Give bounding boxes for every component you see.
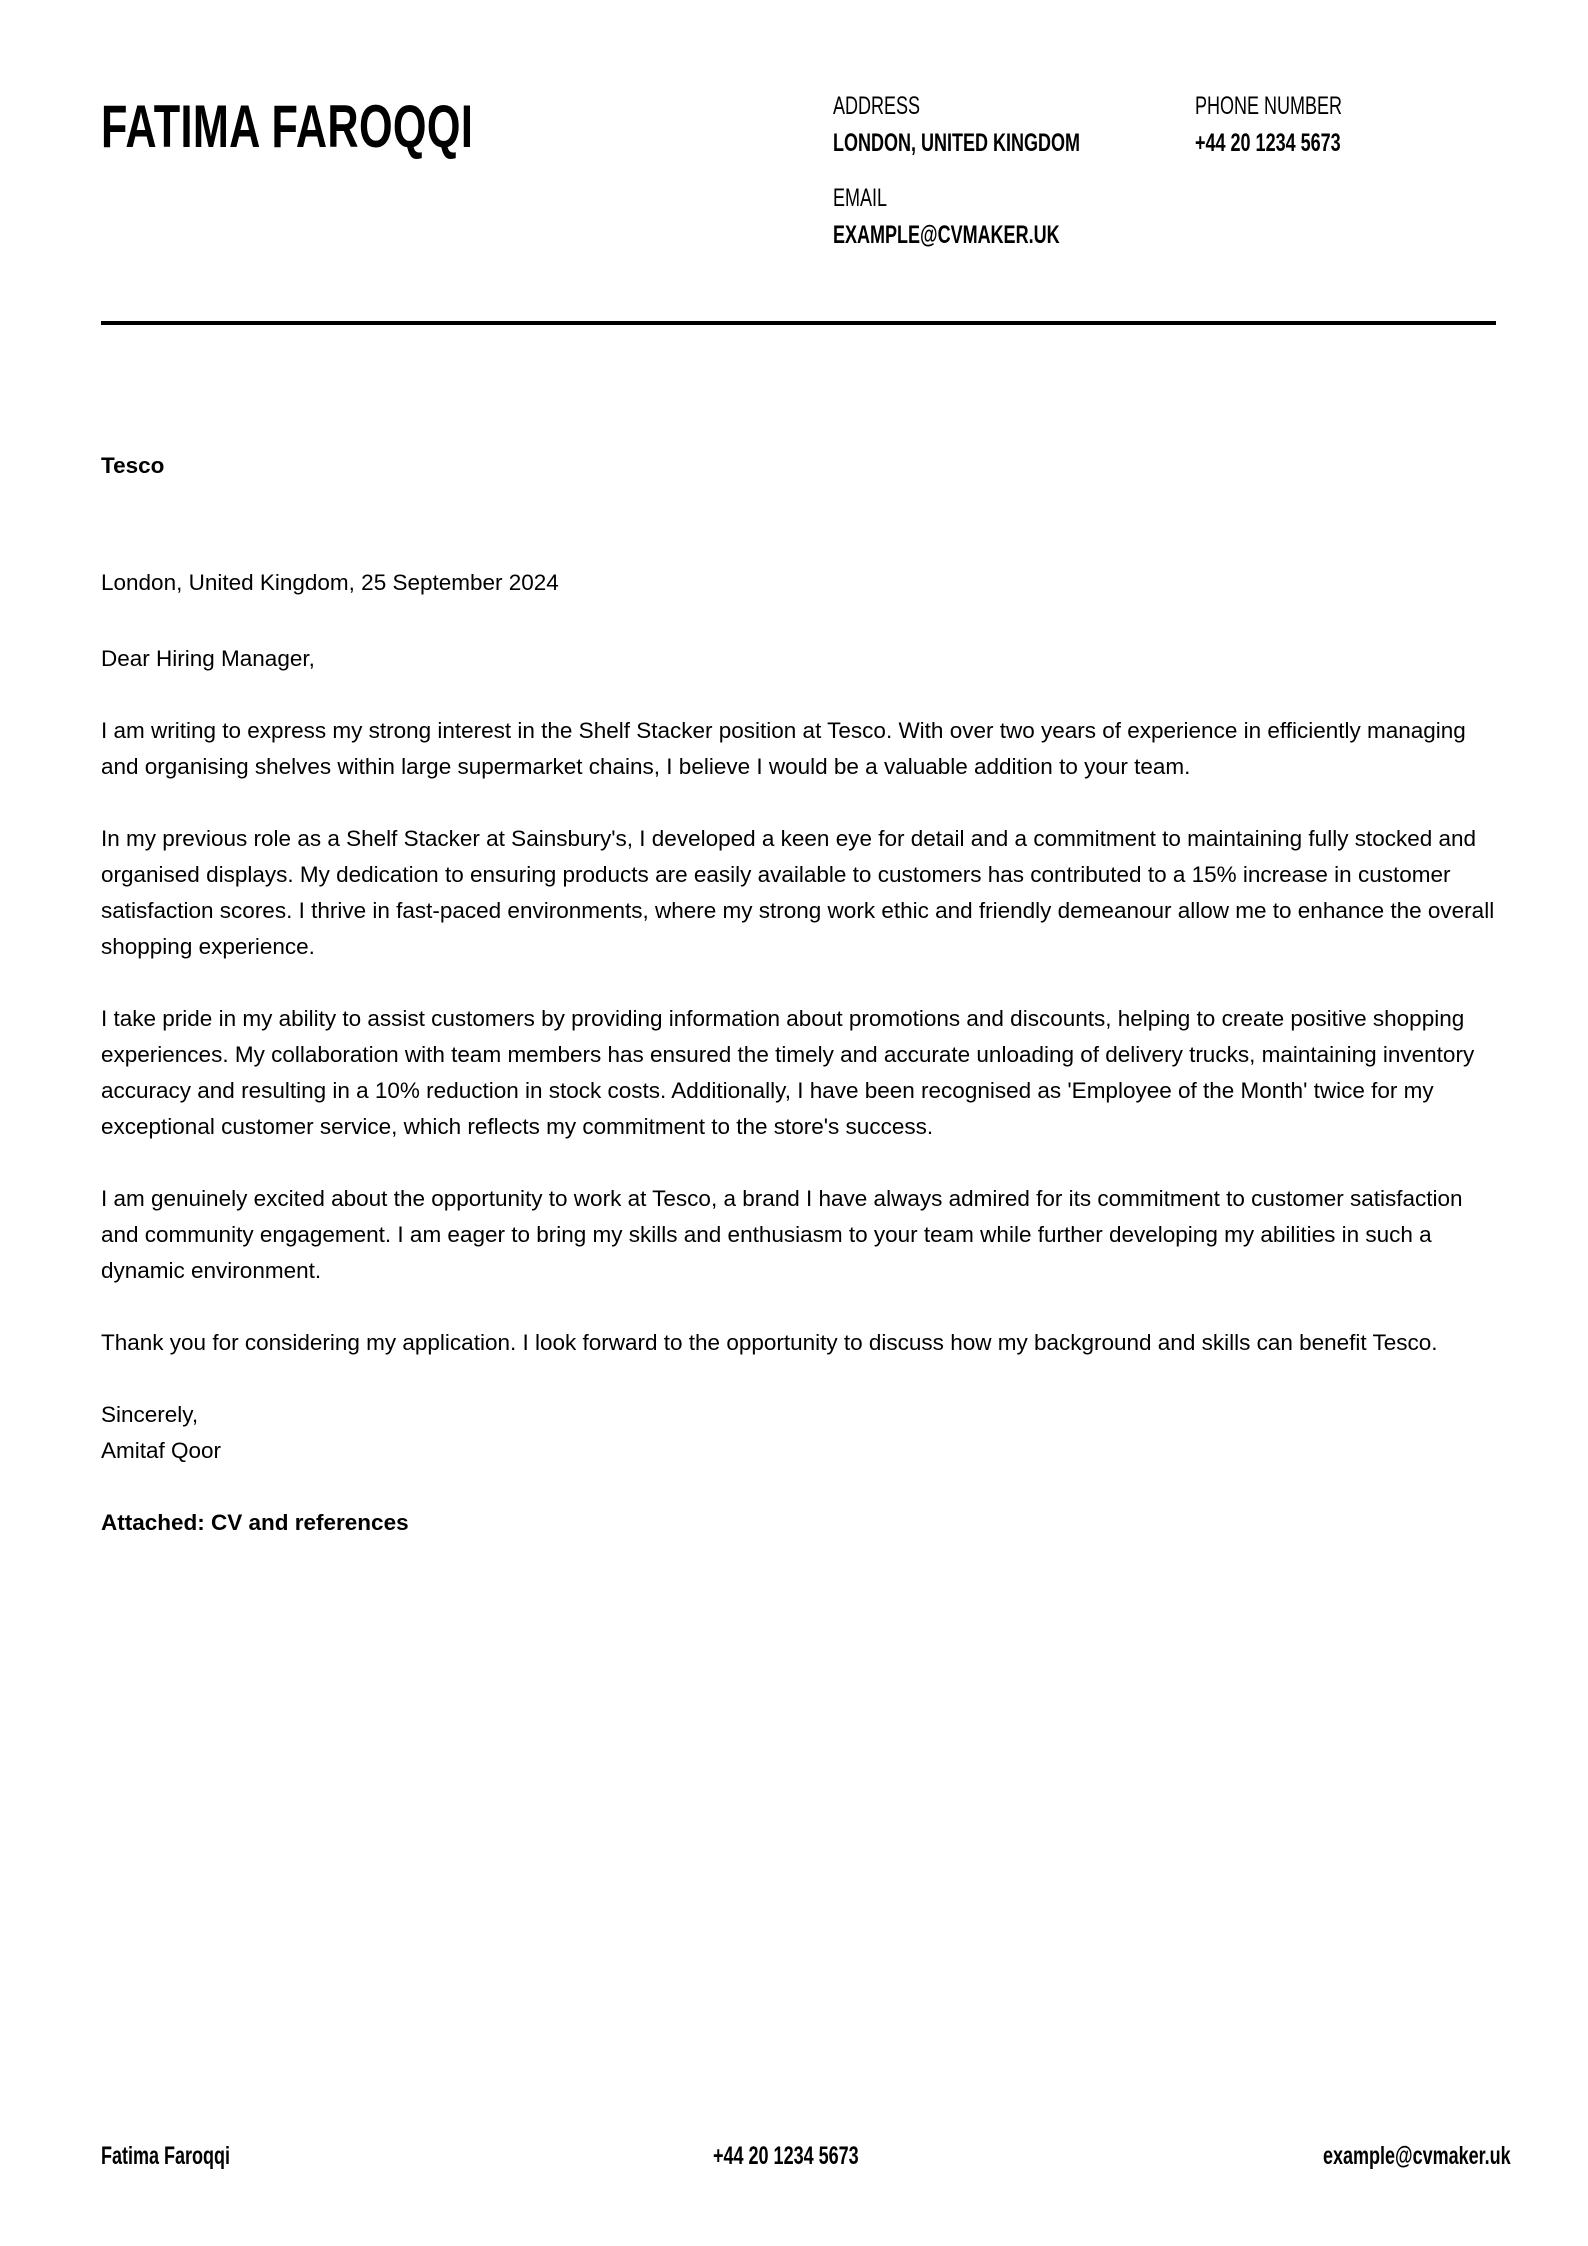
footer: Fatima Faroqqi +44 20 1234 5673 example@cvmaker.uk — [101, 2142, 1511, 2170]
recipient: Tesco — [101, 453, 165, 478]
attachment-note: Attached: CV and references — [101, 1510, 409, 1535]
applicant-name: FATIMA FAROQQI — [101, 93, 474, 160]
paragraph: Thank you for considering my application. I look forward to the opportunity to discuss how my background and skills can benefit Tesco. — [101, 1330, 1438, 1355]
signature: Amitaf Qoor — [101, 1438, 222, 1463]
paragraph: In my previous role as a Shelf Stacker at Sainsbury's, I developed a keen eye for detail and a commitment to maintaining fully stocked and organised displays. My dedication to ensuring products are easily available to customers has contributed to a 15% increase in customer satisfaction scores. I thrive in fast-paced environments, where my strong work ethic and friendly demeanour allow me to enhance the overall shopping experience. — [101, 826, 1495, 959]
phone-value: +44 20 1234 5673 — [1195, 129, 1341, 157]
header-divider — [101, 321, 1496, 325]
email-label: EMAIL — [833, 184, 888, 212]
paragraph: I take pride in my ability to assist customers by providing information about promotions and discounts, helping to create positive shopping experiences. My collaboration with team members has ensured the timely and accurate unloading of delivery trucks, maintaining inventory accuracy and resulting in a 10% reduction in stock costs. Additionally, I have been recognised as 'Employee of the Month' twice for my exceptional customer service, which reflects my commitment to the store's success. — [101, 1006, 1475, 1139]
paragraph: I am genuinely excited about the opportunity to work at Tesco, a brand I have always admired for its commitment to customer satisfaction and community engagement. I am eager to bring my skills and enthusiasm to your team while further developing my abilities in such a dynamic environment. — [101, 1186, 1463, 1283]
closing: Sincerely, — [101, 1402, 199, 1427]
email-value: EXAMPLE@CVMAKER.UK — [833, 221, 1060, 249]
place-date: London, United Kingdom, 25 September 2024 — [101, 570, 559, 595]
address-value: LONDON, UNITED KINGDOM — [833, 129, 1080, 157]
salutation: Dear Hiring Manager, — [101, 646, 315, 671]
phone-label: PHONE NUMBER — [1195, 92, 1343, 120]
paragraph: I am writing to express my strong interest in the Shelf Stacker position at Tesco. With over two years of experience in efficiently managing and organising shelves within large supermarket chains, I believe I would be a valuable addition to your team. — [101, 718, 1466, 779]
letter-body — [101, 448, 1501, 1577]
address-label: ADDRESS — [833, 92, 921, 120]
